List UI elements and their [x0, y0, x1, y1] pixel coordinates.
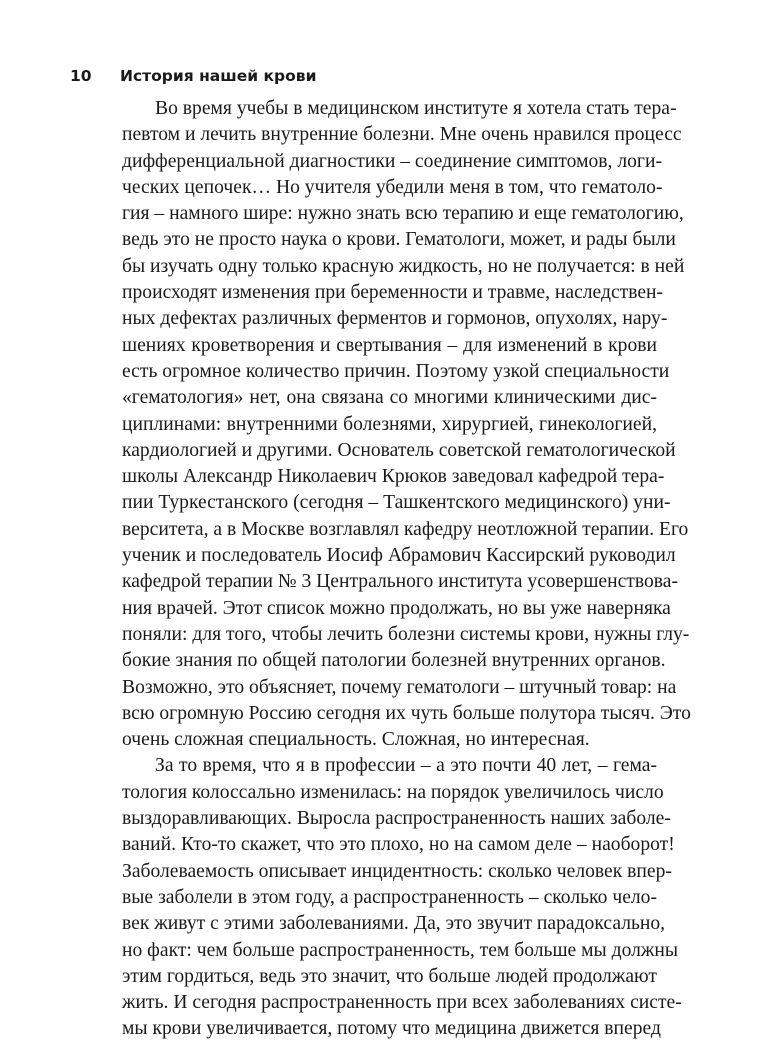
body-text: [122, 96, 691, 1043]
text-line: происходят изменения при беременности и травме, наследствен-: [122, 282, 664, 304]
text-line: верситета, а в Москве возглавлял кафедру неотложной терапии. Его: [122, 518, 689, 540]
text-line: выздоравливающих. Выросла распространенность наших заболе-: [122, 808, 671, 830]
text-line: Возможно, это объясняет, почему гематологи – штучный товар: на: [122, 676, 677, 698]
text-line: всю огромную Россию сегодня их чуть больше полутора тысяч. Это: [122, 702, 691, 724]
text-line: школы Александр Николаевич Крюков заведовал кафедрой тера-: [122, 466, 665, 488]
page-number: 10: [70, 67, 92, 85]
text-line: Заболеваемость описывает инцидентность: сколько человек впер-: [122, 860, 672, 882]
text-line: ных дефектах различных ферментов и гормонов, опухолях, нару-: [122, 308, 668, 330]
text-line: ния врачей. Этот список можно продолжать, но вы уже наверняка: [122, 597, 671, 619]
text-line: ученик и последователь Иосиф Абрамович Кассирский руководил: [122, 545, 676, 567]
text-line: жить. И сегодня распространенность при всех заболеваниях систе-: [122, 992, 682, 1014]
text-line: пии Туркестанского (сегодня – Ташкентского медицинского) уни-: [122, 492, 671, 514]
text-line: тология колоссально изменилась: на порядок увеличилось число: [122, 781, 664, 803]
text-line: Во время учебы в медицинском институте я хотела стать тера-: [155, 98, 677, 119]
paragraph-1: [122, 96, 691, 753]
text-line: этим гордиться, ведь это значит, что больше людей продолжают: [122, 965, 657, 987]
text-line: есть огромное количество причин. Поэтому узкой специальности: [122, 360, 670, 382]
running-head: [70, 64, 670, 88]
chapter-title: История нашей крови: [120, 67, 317, 85]
text-line: кардиологией и другими. Основатель советской гематологической: [122, 439, 676, 461]
text-line: ведь это не просто наука о крови. Гематологи, может, и рады были: [122, 229, 676, 251]
text-line: бокие знания по общей патологии болезней внутренних органов.: [122, 650, 666, 672]
text-line: ваний. Кто-то скажет, что это плохо, но на самом деле – наоборот!: [122, 834, 675, 856]
text-line: поняли: для того, чтобы лечить болезни системы крови, нужны глу-: [122, 623, 690, 645]
text-line: очень сложная специальность. Сложная, но интересная.: [122, 729, 590, 751]
text-line: шениях кроветворения и свертывания – для изменений в крови: [122, 334, 657, 356]
text-line: век живут с этими заболеваниями. Да, это звучит парадоксально,: [122, 913, 666, 935]
paragraph-2: [122, 753, 682, 1042]
text-line: вые заболели в этом году, а распространенность – сколько чело-: [122, 886, 657, 908]
text-line: бы изучать одну только красную жидкость, но не получается: в ней: [122, 255, 685, 277]
text-line: певтом и лечить внутренние болезни. Мне очень нравился процесс: [122, 124, 682, 146]
text-line: ческих цепочек… Но учителя убедили меня в том, что гематоло-: [122, 176, 663, 198]
text-line: гия – намного шире: нужно знать всю терапию и еще гематологию,: [122, 203, 684, 225]
text-line: За то время, что я в профессии – а это почти 40 лет, – гема-: [155, 755, 657, 777]
text-line: мы крови увеличивается, потому что медицина движется вперед: [122, 1018, 661, 1040]
text-line: «гематология» нет, она связана со многими клиническими дис-: [122, 387, 657, 409]
text-line: но факт: чем больше распространенность, тем больше мы должны: [122, 939, 679, 961]
text-line: кафедрой терапии № 3 Центрального института усовершенствова-: [122, 571, 678, 593]
text-line: дифференциальной диагностики – соединение симптомов, логи-: [122, 150, 662, 172]
text-line: циплинами: внутренними болезнями, хирургией, гинекологией,: [122, 413, 657, 435]
